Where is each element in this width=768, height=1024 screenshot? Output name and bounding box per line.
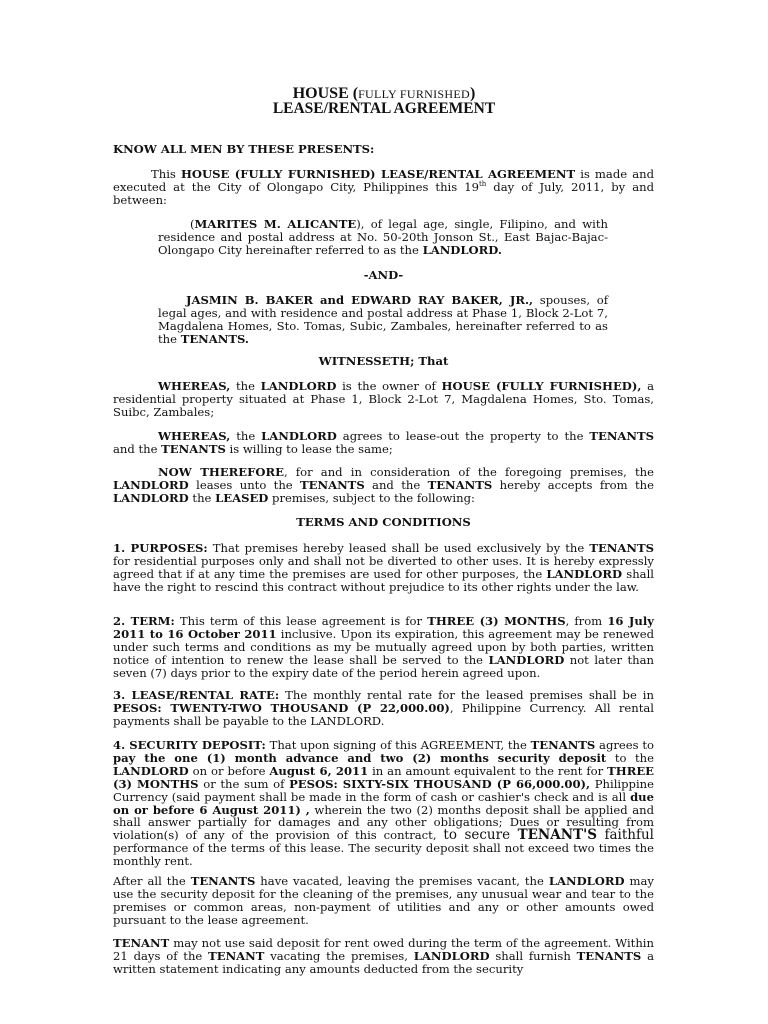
whereas-owner-paragraph: WHEREAS, the LANDLORD is the owner of HOUSE (FULLY FURNISHED), a residential property situated at Phase 1, Block 2-Lot 7, Magdalena Homes, Sto. Tomas, Suibc, Zambales; <box>113 379 654 419</box>
and-separator: -AND- <box>363 268 404 282</box>
terms-heading: TERMS AND CONDITIONS <box>296 515 471 529</box>
section-rental-rate: 3. LEASE/RENTAL RATE: The monthly rental rate for the leased premises shall be in PESOS: TWENTY-TWO THOUSAND (P 22,000.00), Philippine Currency. All rental payments shall be payable to the LANDLORD. <box>113 688 654 728</box>
tenant-deposit-paragraph: TENANT may not use said deposit for rent owed during the term of the agreement. Within 21 days of the TENANT vacating the premises, LANDLORD shall furnish TENANTS a written statement indicating any amounts deducted from the security <box>113 936 654 976</box>
intro-paragraph: This HOUSE (FULLY FURNISHED) LEASE/RENTAL AGREEMENT is made and executed at the City of Olongapo City, Philippines this 19th day of July, 2011, by and between: <box>113 167 654 207</box>
document-subtitle: LEASE/RENTAL AGREEMENT <box>272 100 496 117</box>
document-title: HOUSE (FULLY FURNISHED) <box>292 85 476 102</box>
section-term: 2. TERM: This term of this lease agreement is for THREE (3) MONTHS, from 16 July 2011 to 16 October 2011 inclusive. Upon its expiration, this agreement may be renewed under such terms and conditions as my be mutually agreed upon by both parties, written notice of intention to renew the lease shall be served to the LANDLORD not later than seven (7) days prior to the expiry date of the period herein agreed upon. <box>113 614 654 680</box>
tenants-party-paragraph: JASMIN B. BAKER and EDWARD RAY BAKER, JR., spouses, of legal ages, and with residence and postal address at Phase 1, Block 2-Lot 7, Magdalena Homes, Sto. Tomas, Subic, Zambales, hereinafter referred to as the TENANTS. <box>158 293 608 346</box>
now-therefore-paragraph: NOW THEREFORE, for and in consideration of the foregoing premises, the LANDLORD leases unto the TENANTS and the TENANTS hereby accepts from the LANDLORD the LEASED premises, subject to the following: <box>113 465 655 505</box>
know-all-heading: KNOW ALL MEN BY THESE PRESENTS: <box>113 142 375 156</box>
after-vacated-paragraph: After all the TENANTS have vacated, leaving the premises vacant, the LANDLORD may use the security deposit for the cleaning of the premises, any unusual wear and tear to the premises or common areas, non-payment of utilities and any or other amounts owed pursuant to the lease agreement. <box>113 874 654 927</box>
landlord-party-paragraph: (MARITES M. ALICANTE), of legal age, single, Filipino, and with residence and postal address at No. 50-20th Jonson St., East Bajac-Bajac- Olongapo City hereinafter referred to as the LANDLORD. <box>158 217 608 257</box>
whereas-lease-paragraph: WHEREAS, the LANDLORD agrees to lease-out the property to the TENANTS and the TENANTS is willing to lease the same; <box>113 429 655 456</box>
section-purposes: 1. PURPOSES: That premises hereby leased shall be used exclusively by the TENANTS for residential purposes only and shall not be diverted to other uses. It is hereby expressly agreed that if at any time the premises are used for other purposes, the LANDLORD shall have the right to rescind this contract without prejudice to its other rights under the law. <box>113 541 654 594</box>
witnesseth-heading: WITNESSETH; That <box>318 354 449 368</box>
section-security-deposit: 4. SECURITY DEPOSIT: That upon signing of this AGREEMENT, the TENANTS agrees to pay the one (1) month advance and two (2) months security deposit to the LANDLORD on or before August 6, 2011 in an amount equivalent to the rent for THREE (3) MONTHS or the sum of PESOS: SIXTY-SIX THOUSAND (P 66,000.00), Philippine Currency (said payment shall be made in the form of cash or cashier's check and is all due on or before 6 August 2011) , wherein the two (2) months deposit shall be applied and shall answer partially for damages and any other obligations; Dues or resulting from violation(s) of any of the provision of this contract, to secure TENANT'S faithful performance of the terms of this lease. The security deposit shall not exceed two times the monthly rent. <box>113 738 654 869</box>
